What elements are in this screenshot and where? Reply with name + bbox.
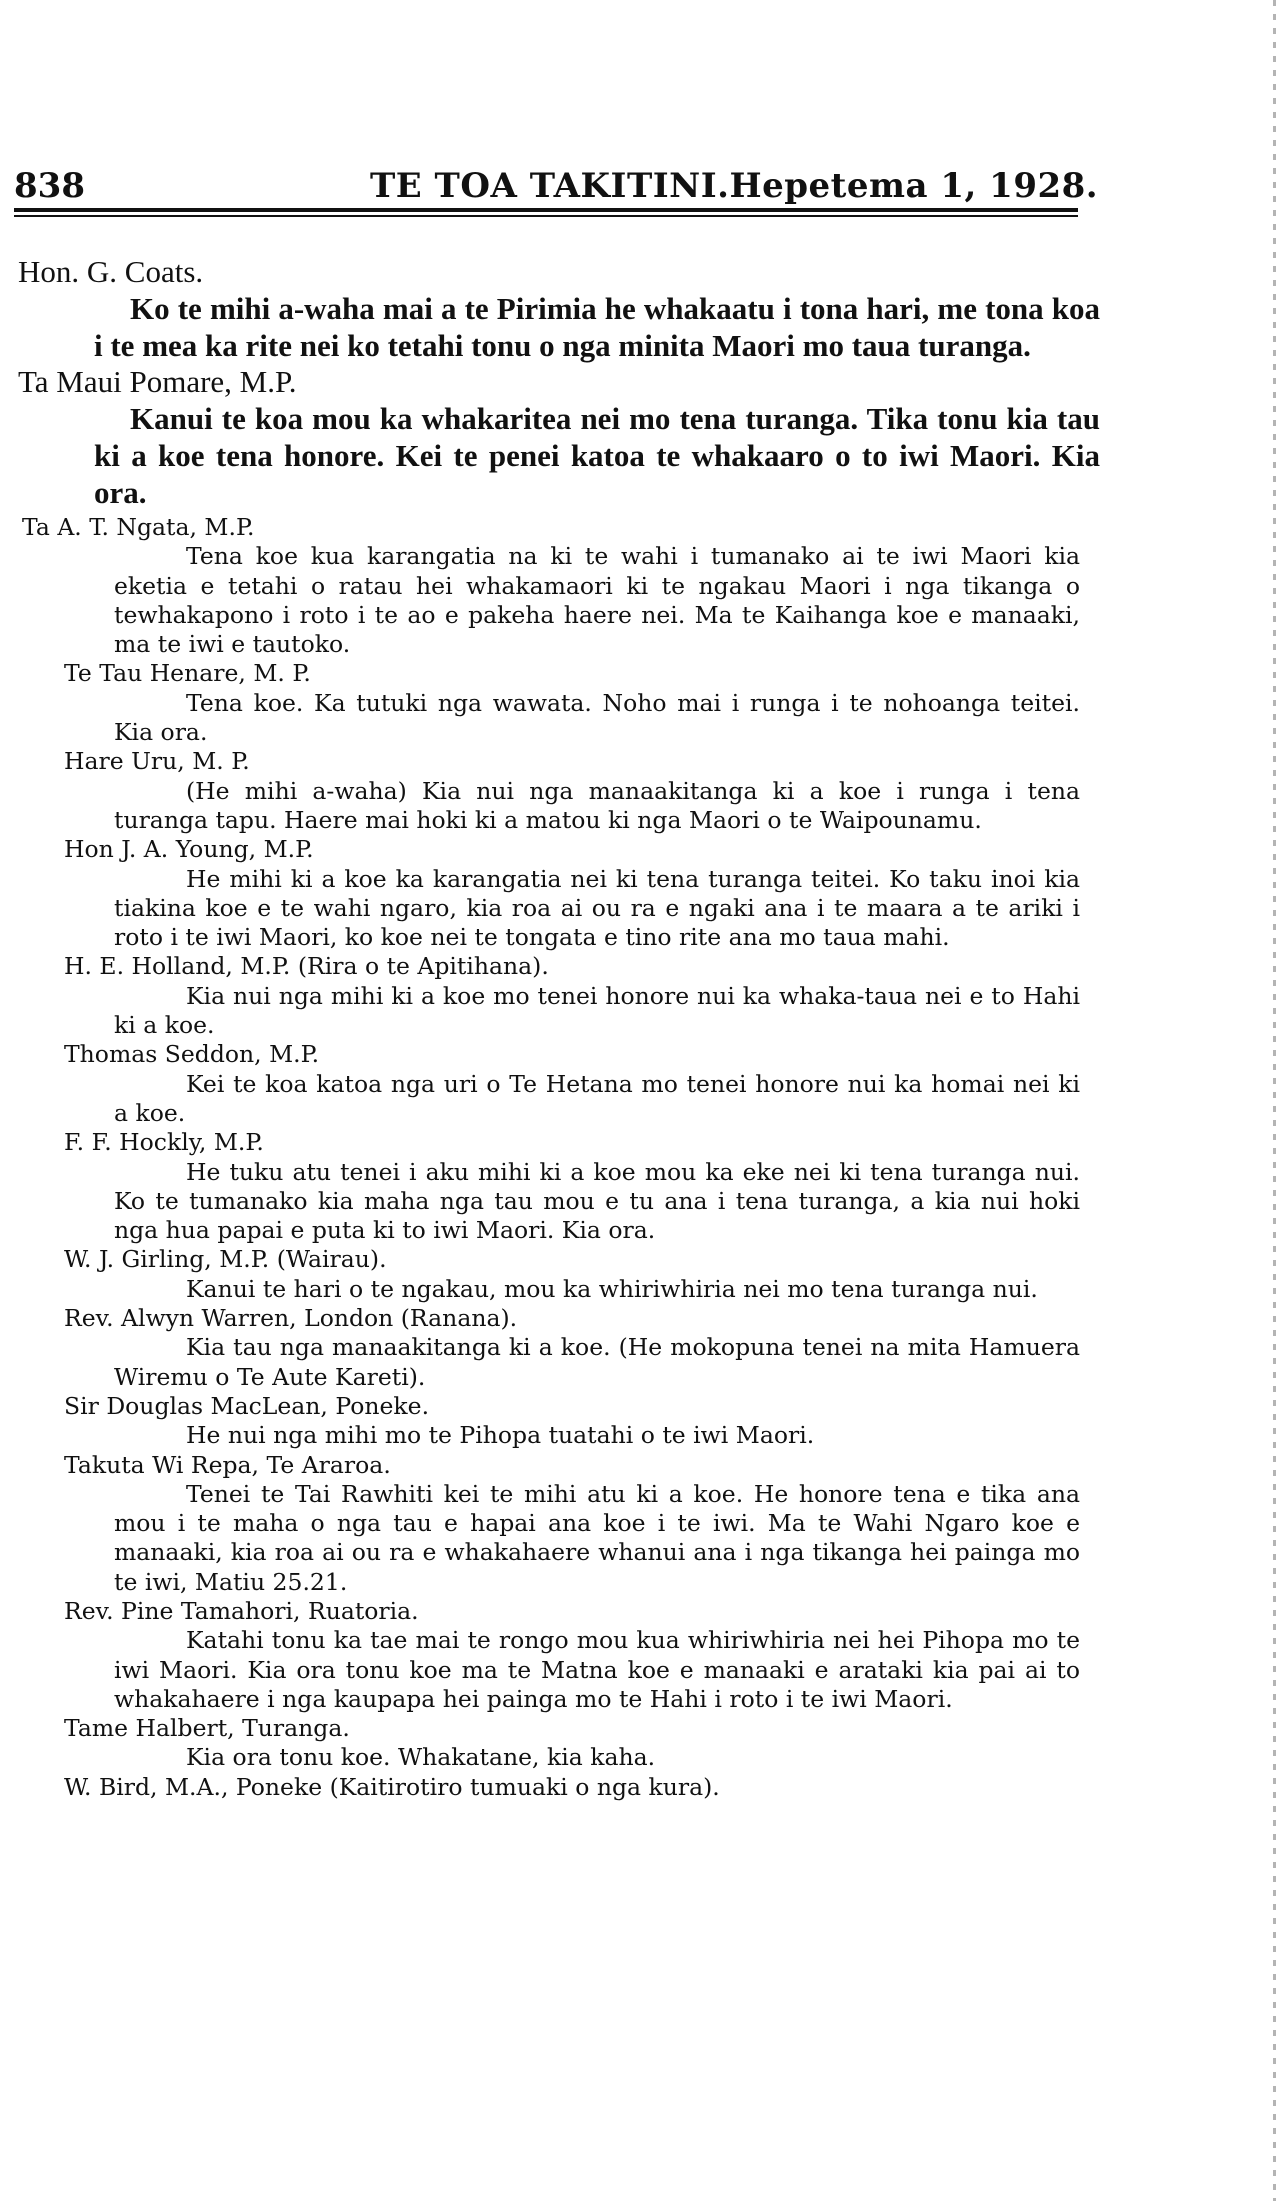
small-print-section	[22, 513, 1100, 1802]
speaker-message: He tuku atu tenei i aku mihi ki a koe mou ka eke nei ki tena turanga nui. Ko te tumanako kia maha nga tau mou e tu ana i tena turanga, a kia nui hoki nga hua papai e puta ki to iwi Maori. Kia ora.	[114, 1157, 1080, 1245]
speaker-message: Kanui te koa mou ka whakaritea nei mo tena turanga. Tika tonu kia tau ki a koe tena honore. Kei te penei katoa te whakaaro o to iwi Maori. Kia ora.	[94, 401, 1100, 510]
speaker-name: Hon. G. Coats.	[18, 254, 204, 289]
speaker-name: W. J. Girling, M.P. (Wairau).	[64, 1245, 387, 1274]
message-entry	[18, 364, 1100, 511]
large-print-section	[18, 254, 1100, 511]
speaker-message: Kia ora tonu koe. Whakatane, kia kaha.	[186, 1743, 656, 1772]
message-entry	[22, 747, 1100, 835]
running-title	[370, 166, 1098, 206]
message-entry	[22, 513, 1100, 659]
speaker-message: Tenei te Tai Rawhiti kei te mihi atu ki a koe. He honore tena e tika ana mou i te maha o nga tau e hapai ana koe i te iwi. Ma te Wahi Ngaro koe e manaaki, kia roa ai ou ra e whakahaere whanui ana i nga tikanga hei painga mo te iwi, Matiu 25.21.	[114, 1479, 1080, 1596]
message-entry	[22, 1714, 1100, 1773]
message-entry	[22, 1128, 1100, 1245]
speaker-name: F. F. Hockly, M.P.	[64, 1128, 264, 1157]
speaker-name: Rev. Pine Tamahori, Ruatoria.	[64, 1596, 419, 1625]
speaker-name: Hare Uru, M. P.	[64, 747, 250, 776]
speaker-message: He mihi ki a koe ka karangatia nei ki tena turanga teitei. Ko taku inoi kia tiakina koe e te wahi ngaro, kia roa ai ou ra e ngaki ana i te maara a te ariki i roto i te iwi Maori, ko koe nei te tongata e tino rite ana mo taua mahi.	[114, 864, 1080, 952]
speaker-name: Ta Maui Pomare, M.P.	[18, 364, 297, 399]
message-entry	[22, 952, 1100, 1040]
speaker-message: (He mihi a-waha) Kia nui nga manaakitanga ki a koe i runga i tena turanga tapu. Haere mai hoki ki a matou ki nga Maori o te Waipounamu.	[114, 776, 1080, 834]
speaker-message: Kia nui nga mihi ki a koe mo tenei honore nui ka whaka-taua nei e to Hahi ki a koe.	[114, 981, 1080, 1040]
speaker-name: Ta A. T. Ngata, M.P.	[22, 513, 255, 541]
speaker-name: Te Tau Henare, M. P.	[64, 659, 311, 688]
speaker-name: Tame Halbert, Turanga.	[64, 1714, 350, 1743]
message-entry	[22, 1304, 1100, 1392]
scan-edge-artifact	[1273, 0, 1276, 2201]
speaker-name: Sir Douglas MacLean, Poneke.	[64, 1391, 430, 1420]
message-entry	[22, 1245, 1100, 1304]
speaker-name: Takuta Wi Repa, Te Araroa.	[64, 1450, 391, 1479]
speaker-name: Thomas Seddon, M.P.	[64, 1040, 320, 1069]
speaker-message: Ko te mihi a-waha mai a te Pirimia he whakaatu i tona hari, me tona koa i te mea ka rite nei ko tetahi tonu o nga minita Maori mo taua turanga.	[94, 291, 1100, 363]
page-header	[14, 166, 1099, 210]
speaker-name: H. E. Holland, M.P. (Rira o te Apitihana).	[64, 952, 549, 981]
page-number: 838	[14, 166, 85, 206]
speaker-message: Kei te koa katoa nga uri o Te Hetana mo tenei honore nui ka homai nei ki a koe.	[114, 1069, 1080, 1127]
message-entry	[22, 1392, 1100, 1451]
message-entry	[22, 1451, 1100, 1597]
speaker-message: Tena koe. Ka tutuki nga wawata. Noho mai i runga i te nohoanga teitei. Kia ora.	[114, 688, 1080, 747]
message-entry	[22, 659, 1100, 747]
header-rule-thick	[14, 208, 1078, 212]
header-rule-thin	[14, 215, 1078, 217]
speaker-message: Kia tau nga manaakitanga ki a koe. (He mokopuna tenei na mita Hamuera Wiremu o Te Aute Kareti).	[114, 1333, 1080, 1391]
speaker-name: W. Bird, M.A., Poneke (Kaitirotiro tumuaki o nga kura).	[64, 1772, 720, 1801]
message-entry	[18, 254, 1100, 364]
speaker-message: Tena koe kua karangatia na ki te wahi i tumanako ai te iwi Maori kia eketia e tetahi o ratau hei whakamaori ki te ngakau Maori i nga tikanga o tewhakapono i roto i te ao e pakeha haere nei. Ma te Kaihanga koe e manaaki, ma te iwi e tautoko.	[114, 542, 1080, 659]
message-entry	[22, 835, 1100, 952]
speaker-message: He nui nga mihi mo te Pihopa tuatahi o te iwi Maori.	[186, 1421, 815, 1450]
speaker-name: Rev. Alwyn Warren, London (Ranana).	[64, 1304, 518, 1333]
journal-title: TE TOA TAKITINI.	[370, 166, 730, 206]
speaker-message: Kanui te hari o te ngakau, mou ka whiriwhiria nei mo tena turanga nui.	[186, 1274, 1038, 1303]
issue-date: Hepetema 1, 1928.	[729, 166, 1099, 206]
message-entry	[22, 1773, 1100, 1802]
message-entry	[22, 1040, 1100, 1128]
speaker-message: Katahi tonu ka tae mai te rongo mou kua whiriwhiria nei hei Pihopa mo te iwi Maori. Kia ora tonu koe ma te Matna koe e manaaki e arataki kia pai ai to whakahaere i nga kaupapa hei painga mo te Hahi i roto i te iwi Maori.	[114, 1626, 1080, 1713]
speaker-name: Hon J. A. Young, M.P.	[64, 835, 314, 864]
message-entry	[22, 1597, 1100, 1714]
